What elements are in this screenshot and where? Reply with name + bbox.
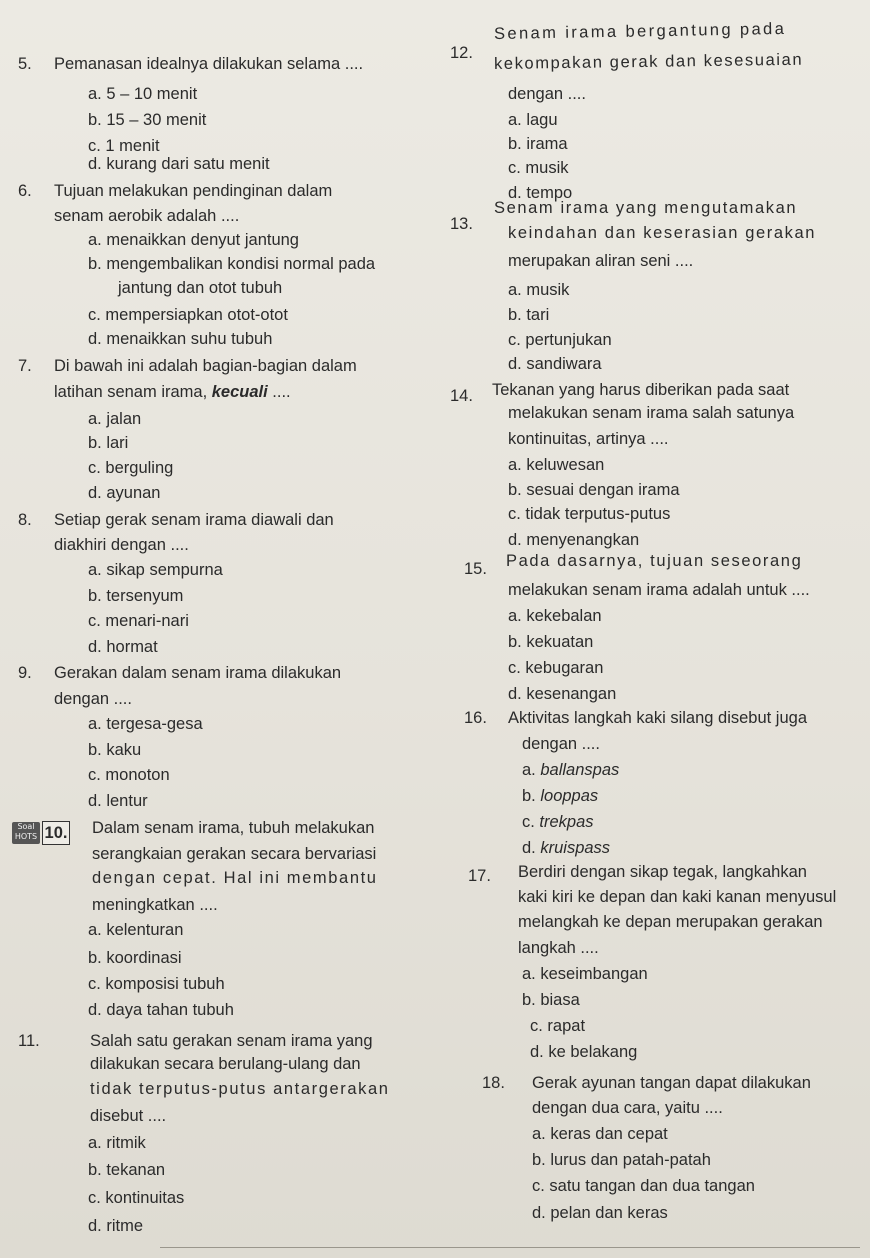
option-c: c. musik — [508, 159, 569, 177]
question-stem: Di bawah ini adalah bagian-bagian dalam — [54, 357, 357, 375]
question-stem: Aktivitas langkah kaki silang disebut juga — [508, 709, 808, 727]
question-stem: Salah satu gerakan senam irama yang — [90, 1032, 373, 1050]
option-d: d. pelan dan keras — [532, 1204, 668, 1222]
option-a: a. kekebalan — [508, 607, 602, 625]
option-b: b. biasa — [522, 991, 580, 1009]
question-stem-line — [54, 382, 291, 402]
option-b: b. tersenyum — [88, 587, 184, 605]
option-a: a. keluwesan — [508, 456, 605, 474]
question-stem: langkah .... — [518, 939, 599, 957]
question-stem: Pemanasan idealnya dilakukan selama .... — [54, 55, 364, 73]
option-b: b. tekanan — [88, 1161, 166, 1179]
question-stem: Berdiri dengan sikap tegak, langkahkan — [518, 863, 807, 881]
option-b: b. sesuai dengan irama — [508, 481, 680, 499]
question-stem: melangkah ke depan merupakan gerakan — [518, 913, 823, 931]
option-d: d. ayunan — [88, 484, 161, 502]
option-c: c. pertunjukan — [508, 331, 612, 349]
question-stem: latihan senam irama, — [54, 383, 212, 401]
question-stem: dilakukan secara berulang-ulang dan — [90, 1055, 361, 1073]
option-letter: a. — [522, 761, 541, 779]
question-stem: melakukan senam irama adalah untuk .... — [508, 581, 810, 599]
question-stem: Gerak ayunan tangan dapat dilakukan — [532, 1074, 811, 1092]
option-a: a. keras dan cepat — [532, 1125, 668, 1143]
option-c: c. kontinuitas — [88, 1189, 185, 1207]
question-number: 7. — [18, 357, 32, 375]
option-c — [522, 812, 594, 832]
option-a: a. sikap sempurna — [88, 561, 223, 579]
question-number: 9. — [18, 664, 32, 682]
option-a: a. ritmik — [88, 1134, 146, 1152]
question-stem: diakhiri dengan .... — [54, 536, 189, 554]
question-stem: Tujuan melakukan pendinginan dalam — [54, 182, 333, 200]
hots-badge — [12, 822, 40, 844]
option-text: ballanspas — [540, 761, 620, 779]
option-d: d. menyenangkan — [508, 531, 640, 549]
option-d: d. sandiwara — [508, 355, 602, 373]
option-text: trekpas — [539, 813, 594, 831]
option-d: d. daya tahan tubuh — [88, 1001, 234, 1019]
option-d: d. ritme — [88, 1217, 144, 1235]
option-c: c. mempersiapkan otot-otot — [88, 306, 288, 324]
question-stem: melakukan senam irama salah satunya — [508, 404, 795, 422]
question-number: 13. — [450, 215, 473, 233]
question-stem: tidak terputus-putus antargerakan — [90, 1080, 390, 1098]
option-d — [522, 838, 610, 858]
option-a: a. tergesa-gesa — [88, 715, 203, 733]
question-number: 10. — [42, 821, 70, 845]
question-stem: merupakan aliran seni .... — [508, 252, 694, 270]
option-letter: b. — [522, 787, 541, 805]
question-stem: Senam irama bergantung pada — [493, 19, 787, 43]
question-stem: kaki kiri ke depan dan kaki kanan menyusul — [518, 888, 837, 906]
option-letter: d. — [522, 839, 541, 857]
option-a: a. 5 – 10 menit — [88, 85, 198, 103]
option-b: b. irama — [508, 135, 568, 153]
question-stem: Dalam senam irama, tubuh melakukan — [92, 819, 375, 837]
option-b-continued: jantung dan otot tubuh — [118, 279, 283, 297]
option-c: c. komposisi tubuh — [88, 975, 225, 993]
option-b: b. lari — [88, 434, 129, 452]
question-stem: Gerakan dalam senam irama dilakukan — [54, 664, 342, 682]
question-number: 11. — [18, 1032, 40, 1050]
option-b: b. mengembalikan kondisi normal pada — [88, 255, 376, 273]
emphasis-word: kecuali — [211, 383, 268, 401]
option-a: a. musik — [508, 281, 570, 299]
option-a: a. kelenturan — [88, 921, 184, 939]
option-b — [522, 786, 598, 806]
option-a — [522, 760, 619, 780]
option-c: c. menari-nari — [88, 612, 189, 630]
question-stem: Senam irama yang mengutamakan — [494, 199, 798, 217]
question-stem: dengan .... — [508, 85, 586, 103]
option-d: d. hormat — [88, 638, 158, 656]
hots-badge-line: Soal — [17, 822, 35, 831]
option-b: b. lurus dan patah-patah — [532, 1151, 711, 1169]
question-stem: keindahan dan keserasian gerakan — [508, 224, 817, 242]
question-stem: meningkatkan .... — [92, 896, 218, 914]
option-c: c. tidak terputus-putus — [508, 505, 671, 523]
question-number: 15. — [464, 560, 487, 578]
question-number: 17. — [468, 867, 491, 885]
option-b: b. tari — [508, 306, 550, 324]
option-d: d. kesenangan — [508, 685, 617, 703]
option-c: c. monoton — [88, 766, 170, 784]
option-b: b. kekuatan — [508, 633, 594, 651]
question-stem: Tekanan yang harus diberikan pada saat — [492, 381, 790, 399]
option-a: a. lagu — [508, 111, 558, 129]
question-number: 12. — [450, 44, 473, 62]
question-number: 18. — [482, 1074, 505, 1092]
option-a: a. keseimbangan — [522, 965, 648, 983]
question-stem: dengan dua cara, yaitu .... — [532, 1099, 723, 1117]
option-d: d. menaikkan suhu tubuh — [88, 330, 273, 348]
question-stem: kekompakan gerak dan kesesuaian — [493, 50, 804, 73]
option-b: b. 15 – 30 menit — [88, 111, 207, 129]
question-stem: kontinuitas, artinya .... — [508, 430, 669, 448]
question-stem: senam aerobik adalah .... — [54, 207, 240, 225]
option-b: b. kaku — [88, 741, 142, 759]
question-stem: Pada dasarnya, tujuan seseorang — [506, 552, 803, 570]
option-c: c. kebugaran — [508, 659, 604, 677]
option-a: a. jalan — [88, 410, 142, 428]
question-stem: dengan .... — [54, 690, 132, 708]
option-letter: c. — [522, 813, 540, 831]
question-number: 8. — [18, 511, 32, 529]
option-c: c. berguling — [88, 459, 174, 477]
option-c: c. 1 menit — [88, 137, 160, 155]
option-text: kruispass — [540, 839, 611, 857]
question-number: 6. — [18, 182, 32, 200]
question-number: 5. — [18, 55, 32, 73]
question-stem: Setiap gerak senam irama diawali dan — [54, 511, 334, 529]
question-stem: .... — [267, 383, 291, 401]
option-c: c. rapat — [530, 1017, 586, 1035]
question-number: 16. — [464, 709, 487, 727]
bottom-rule — [160, 1247, 860, 1248]
option-b: b. koordinasi — [88, 949, 182, 967]
option-d: d. ke belakang — [530, 1043, 638, 1061]
option-d: d. tempo — [508, 184, 573, 202]
option-a: a. menaikkan denyut jantung — [88, 231, 299, 249]
question-stem: disebut .... — [90, 1107, 167, 1125]
question-stem: dengan .... — [522, 735, 600, 753]
option-d: d. kurang dari satu menit — [88, 155, 270, 173]
question-stem: dengan cepat. Hal ini membantu — [92, 869, 378, 887]
option-text: looppas — [540, 787, 599, 805]
option-d: d. lentur — [88, 792, 148, 810]
option-c: c. satu tangan dan dua tangan — [532, 1177, 755, 1195]
question-stem: serangkaian gerakan secara bervariasi — [92, 845, 377, 863]
question-number: 14. — [450, 387, 473, 405]
hots-badge-line: HOTS — [14, 832, 38, 841]
